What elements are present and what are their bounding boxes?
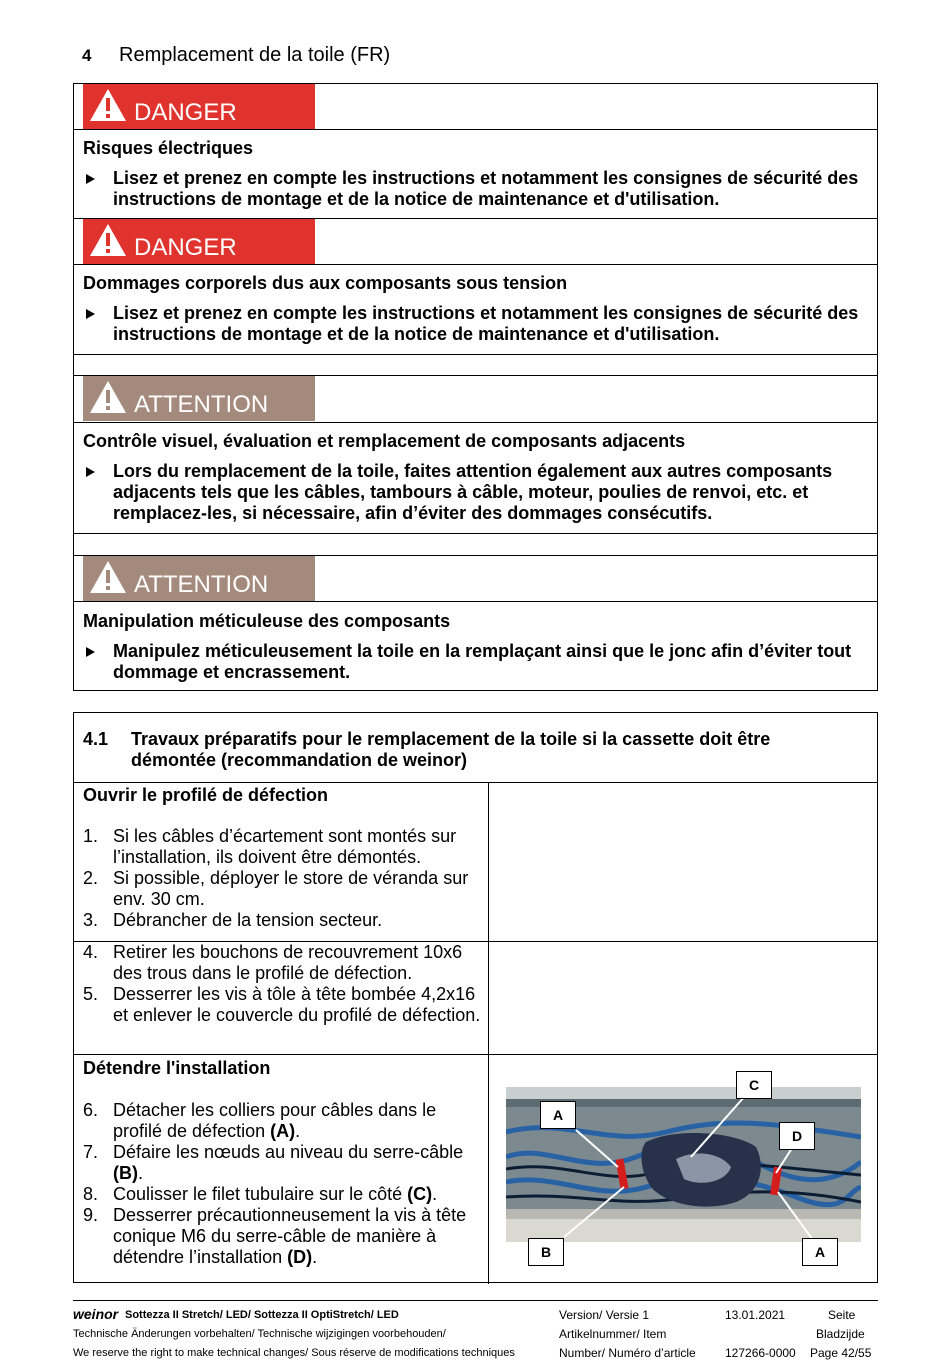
callout-b: B (528, 1238, 564, 1266)
callout-a-top: A (540, 1101, 576, 1129)
list-item: 4. Retirer les bouchons de recouvrement 10x6 des trous dans le profilé de défection. (83, 942, 463, 983)
callout-a-bottom: A (802, 1238, 838, 1266)
steps-list (83, 826, 483, 931)
warning-title: Contrôle visuel, évaluation et remplacement de composants adjacents (83, 431, 686, 451)
footer-number-label: Number/ Numéro d’article (559, 1346, 696, 1360)
warning-title: Risques électriques (83, 138, 254, 158)
list-item: 5. Desserrer les vis à tôle à tête bombée 4,2x16 et enlever le couvercle du profilé de défection. (83, 984, 481, 1025)
callout-d: D (779, 1122, 815, 1150)
badge-label: DANGER (134, 99, 237, 126)
footer-page-number: Page 42/55 (810, 1346, 872, 1360)
list-item: 2. Si possible, déployer le store de véranda sur env. 30 cm. (83, 868, 469, 909)
steps-list (83, 1100, 483, 1268)
page-heading (82, 44, 390, 67)
list-item: 6. Détacher les colliers pour câbles dans le profilé de défection (A). (83, 1100, 437, 1141)
badge-label: ATTENTION (134, 571, 269, 598)
brand-logo: weinor (73, 1306, 119, 1322)
danger-badge (83, 84, 315, 129)
warning-instruction: Manipulez méticuleusement la toile en la remplaçant ainsi que le jonc afin d’éviter tout dommage et encrassement. (83, 641, 867, 683)
callout-c: C (736, 1071, 772, 1099)
footer-note-2: We reserve the right to make technical changes/ Sous réserve de modifications techniques (73, 1347, 515, 1359)
warning-title: Dommages corporels dus aux composants sous tension (83, 273, 568, 293)
warnings-box (73, 83, 878, 691)
section-title-text: Travaux préparatifs pour le remplacement de la toile si la cassette doit être démontée (recommandation de weinor) (131, 729, 771, 770)
warning-triangle-icon (88, 559, 128, 595)
list-item: 1. Si les câbles d’écartement sont montés sur l’installation, ils doivent être démontés. (83, 826, 457, 867)
footer-page-label-nl: Bladzijde (816, 1327, 865, 1341)
list-item: 3. Débrancher de la tension secteur. (83, 910, 383, 930)
warning-title: Manipulation méticuleuse des composants (83, 611, 451, 631)
bullet-arrow-icon (86, 309, 95, 319)
warning-triangle-icon (88, 87, 128, 123)
footer-date: 13.01.2021 (725, 1308, 786, 1322)
heading-number: 4 (82, 46, 92, 65)
danger-badge (83, 219, 315, 264)
bullet-arrow-icon (86, 647, 95, 657)
bullet-arrow-icon (86, 174, 95, 184)
bullet-arrow-icon (86, 467, 95, 477)
attention-badge (83, 556, 315, 601)
warning-triangle-icon (88, 222, 128, 258)
footer-item-label: Artikelnummer/ Item (559, 1327, 667, 1341)
warning-instruction: Lors du remplacement de la toile, faites attention également aux autres composants adjacents tels que les câbles, tambours à câble, moteur, poulies de renvoi, etc. et remplacez-les, si nécessaire, afin d’éviter des dommages consécutifs. (83, 461, 867, 524)
badge-label: DANGER (134, 234, 237, 261)
attention-badge (83, 376, 315, 421)
heading-title: Remplacement de la toile (FR) (119, 44, 391, 66)
warning-instruction: Lisez et prenez en compte les instructions et notamment les consignes de sécurité des instructions de montage et de la notice de maintenance et d'utilisation. (83, 168, 867, 210)
footer-note-1: Technische Änderungen vorbehalten/ Technische wijzigingen voorbehouden/ (73, 1328, 446, 1340)
steps-list (83, 942, 483, 1026)
list-item: 9. Desserrer précautionneusement la vis à tête conique M6 du serre-câble de manière à détendre l’installation (D). (83, 1205, 467, 1267)
warning-instruction: Lisez et prenez en compte les instructions et notamment les consignes de sécurité des instructions de montage et de la notice de maintenance et d'utilisation. (83, 303, 867, 345)
footer-page-label: Seite (828, 1308, 856, 1322)
footer-version-label: Version/ Versie 1 (559, 1308, 650, 1322)
footer-divider (73, 1300, 878, 1301)
block-heading: Ouvrir le profilé de défection (83, 785, 329, 805)
section-number: 4.1 (83, 729, 109, 749)
block-heading: Détendre l'installation (83, 1058, 271, 1078)
warning-triangle-icon (88, 379, 128, 415)
footer-article-number: 127266-0000 (725, 1346, 796, 1360)
footer-product: Sottezza II Stretch/ LED/ Sottezza II OptiStretch/ LED (125, 1309, 399, 1321)
badge-label: ATTENTION (134, 391, 269, 418)
list-item: 7. Défaire les nœuds au niveau du serre-câble (B). (83, 1142, 464, 1183)
list-item: 8. Coulisser le filet tubulaire sur le côté (C). (83, 1184, 438, 1204)
